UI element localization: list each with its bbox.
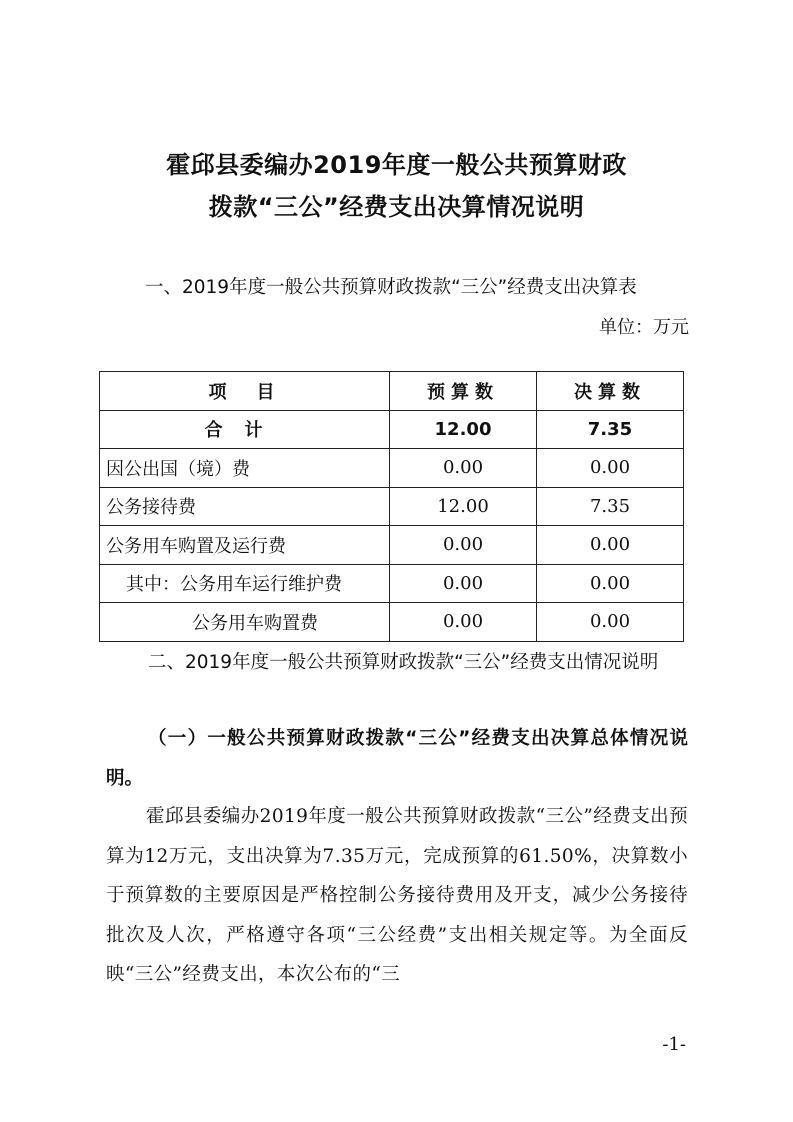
row-budget: 12.00 bbox=[390, 487, 537, 526]
section-2-heading: 二、2019年度一般公共预算财政拨款“三公”经费支出情况说明 bbox=[148, 652, 659, 673]
row-label: 其中：公务用车运行维护费 bbox=[100, 564, 390, 603]
section-2-subheading: （一）一般公共预算财政拨款“三公”经费支出决算总体情况说明。 bbox=[106, 728, 688, 789]
header-item: 项 目 bbox=[100, 372, 390, 411]
row-actual: 0.00 bbox=[537, 564, 684, 603]
row-label: 因公出国（境）费 bbox=[100, 449, 390, 488]
row-budget: 0.00 bbox=[390, 564, 537, 603]
header-budget: 预算数 bbox=[390, 372, 537, 411]
section-1-heading: 一、2019年度一般公共预算财政拨款“三公”经费支出决算表 bbox=[145, 277, 637, 298]
row-actual: 0.00 bbox=[537, 603, 684, 642]
table-row bbox=[100, 564, 684, 603]
unit-label: 单位：万元 bbox=[599, 317, 689, 338]
row-label: 公务用车购置费 bbox=[100, 603, 390, 642]
page-number: -1- bbox=[662, 1034, 686, 1055]
document-title-line-2: 拨款“三公”经费支出决算情况说明 bbox=[208, 193, 585, 221]
table-row bbox=[100, 487, 684, 526]
table-row bbox=[100, 603, 684, 642]
row-budget: 0.00 bbox=[390, 603, 537, 642]
three-public-expenses-table bbox=[99, 371, 684, 642]
total-actual: 7.35 bbox=[537, 410, 684, 449]
document-title-line-1: 霍邱县委编办2019年度一般公共预算财政 bbox=[166, 151, 627, 179]
section-2-body: 霍邱县委编办2019年度一般公共预算财政拨款“三公”经费支出预算为12万元，支出决算为7.35万元，完成预算的61.50%，决算数小于预算数的主要原因是严格控制公务接待费用及开支，减少公务接待批次及人次，严格遵守各项“三公经费”支出相关规定等。为全面反映“三公”经费支出，本次公布的“三 bbox=[106, 806, 688, 985]
table-row bbox=[100, 526, 684, 565]
row-label: 公务接待费 bbox=[100, 487, 390, 526]
row-actual: 0.00 bbox=[537, 526, 684, 565]
row-label: 公务用车购置及运行费 bbox=[100, 526, 390, 565]
total-budget: 12.00 bbox=[390, 410, 537, 449]
row-budget: 0.00 bbox=[390, 449, 537, 488]
row-actual: 7.35 bbox=[537, 487, 684, 526]
header-actual: 决算数 bbox=[537, 372, 684, 411]
total-label: 合计 bbox=[100, 410, 390, 449]
row-actual: 0.00 bbox=[537, 449, 684, 488]
table-total-row bbox=[100, 410, 684, 449]
table-header-row bbox=[100, 372, 684, 411]
row-budget: 0.00 bbox=[390, 526, 537, 565]
table-row bbox=[100, 449, 684, 488]
